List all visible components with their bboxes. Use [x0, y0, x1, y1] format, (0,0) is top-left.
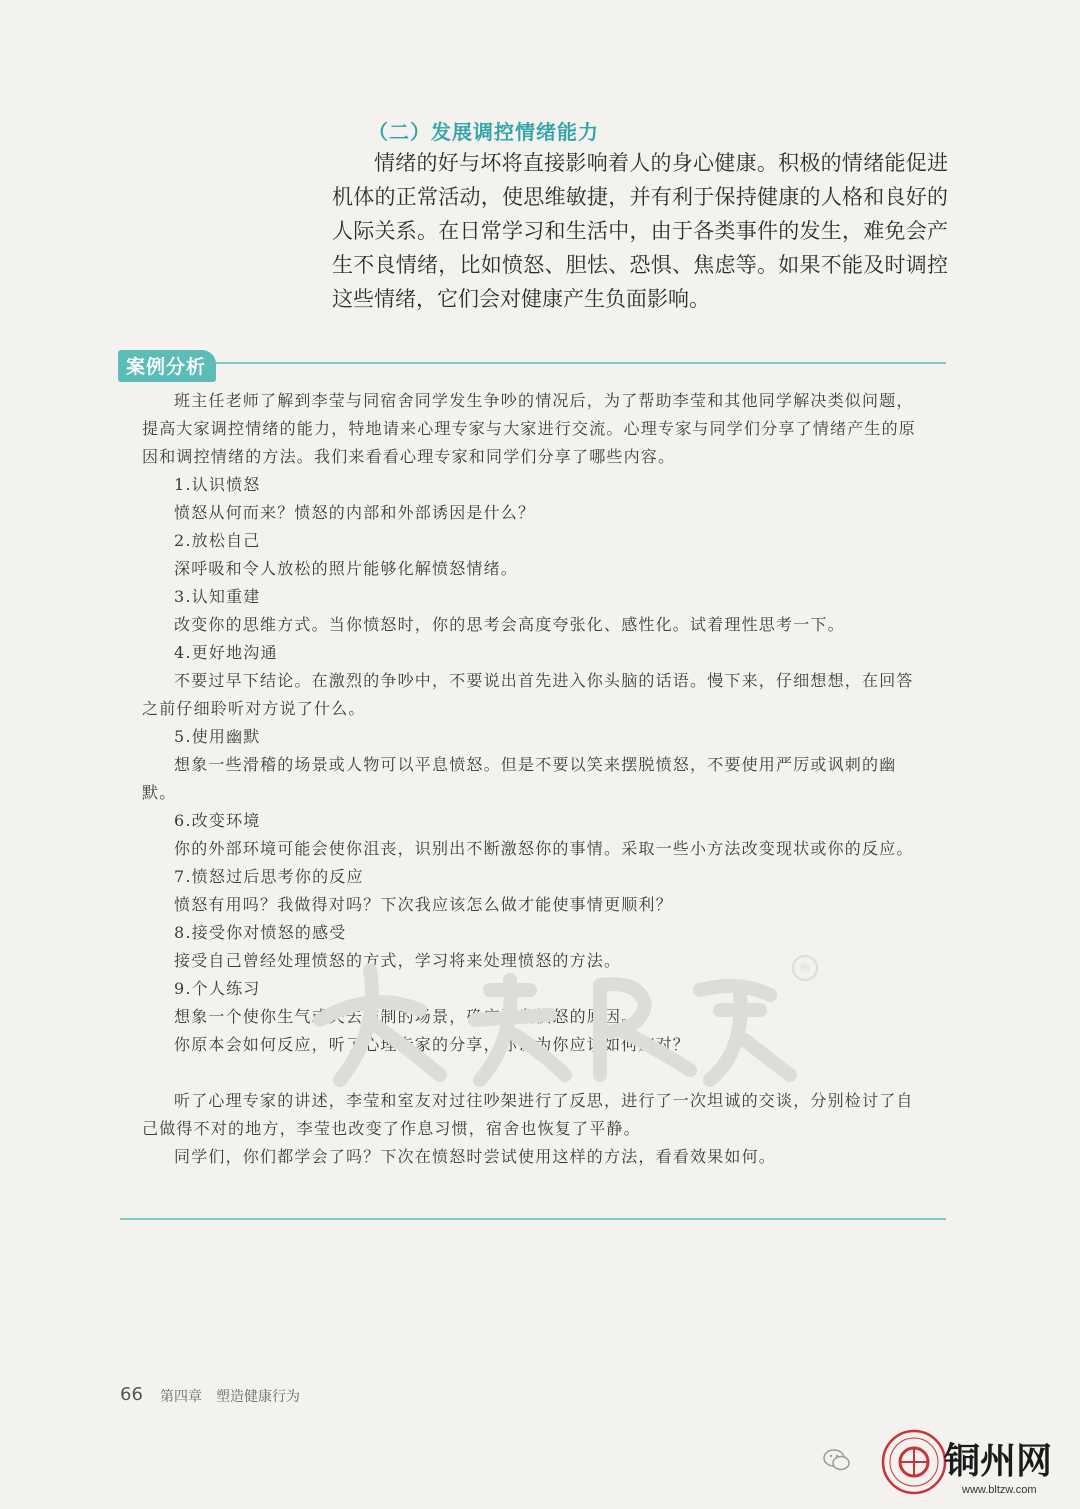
- step-text: 愤怒有用吗？我做得对吗？下次我应该怎么做才能使事情更顺利？: [174, 895, 673, 914]
- case-top-rule: [216, 362, 946, 364]
- intro-paragraph: 情绪的好与坏将直接影响着人的身心健康。积极的情绪能促进机体的正常活动，使思维敏捷，并有利于保持健康的人格和良好的人际关系。在日常学习和生活中，由于各类事件的发生，难免会产生不良情绪，比如愤怒、胆怯、恐惧、焦虑等。如果不能及时调控这些情绪，它们会对健康产生负面影响。: [332, 151, 948, 311]
- page-number: 66: [120, 1384, 143, 1405]
- case-intro: 班主任老师了解到李莹与同宿舍同学发生争吵的情况后，为了帮助李莹和其他同学解决类似问题，提高大家调控情绪的能力，特地请来心理专家与大家进行交流。心理专家与同学们分享了情绪产生的原因和调控情绪的方法。我们来看看心理专家和同学们分享了哪些内容。: [142, 391, 917, 466]
- step-text: 你的外部环境可能会使你沮丧，识别出不断激怒你的事情。采取一些小方法改变现状或你的反应。: [174, 839, 914, 858]
- step-title: 5.使用幽默: [174, 727, 261, 746]
- brand-name: 铜州网: [944, 1440, 1053, 1482]
- step-text: 深呼吸和令人放松的照片能够化解愤怒情绪。: [174, 559, 519, 578]
- chapter-title: 塑造健康行为: [216, 1389, 300, 1405]
- step-text: 改变你的思维方式。当你愤怒时，你的思考会高度夸张化、感性化。试着理性思考一下。: [174, 615, 845, 634]
- step-text: 你原本会如何反应，听了心理专家的分享，你认为你应该如何应对？: [174, 1035, 691, 1054]
- step-title: 6.改变环境: [174, 811, 261, 830]
- step-title: 9.个人练习: [174, 979, 261, 998]
- step-text: 愤怒从何而来？愤怒的内部和外部诱因是什么？: [174, 503, 536, 522]
- case-bottom-rule: [120, 1218, 946, 1220]
- step-title: 8.接受你对愤怒的感受: [174, 923, 347, 942]
- step-text: 想象一个使你生气或失去控制的场景，确定引发愤怒的原因。: [174, 1007, 639, 1026]
- step-text: 想象一些滑稽的场景或人物可以平息愤怒。但是不要以笑来摆脱愤怒，不要使用严厉或讽刺的幽默。: [142, 755, 897, 802]
- step-text: 不要过早下结论。在激烈的争吵中，不要说出首先进入你头脑的话语。慢下来，仔细想想，在回答之前仔细聆听对方说了什么。: [142, 671, 914, 718]
- step-title: 1.认识愤怒: [174, 475, 261, 494]
- seal-stamp-icon: [880, 1428, 948, 1496]
- section-heading: （二）发展调控情绪能力: [368, 120, 599, 144]
- watermark-registered-mark: ®: [798, 961, 812, 977]
- step-title: 3.认知重建: [174, 587, 261, 606]
- case-conclusion: 听了心理专家的讲述，李莹和室友对过往吵架进行了反思，进行了一次坦诚的交谈，分别检讨了自己做得不对的地方，李莹也改变了作息习惯，宿舍也恢复了平静。: [142, 1091, 914, 1138]
- step-title: 7.愤怒过后思考你的反应: [174, 867, 364, 886]
- case-closing: 同学们，你们都学会了吗？下次在愤怒时尝试使用这样的方法，看看效果如何。: [174, 1147, 777, 1166]
- brand-url: www.bltzw.com: [962, 1484, 1037, 1496]
- wechat-icon: [822, 1447, 852, 1473]
- step-title: 4.更好地沟通: [174, 643, 278, 662]
- case-analysis-label: 案例分析: [118, 350, 216, 382]
- chapter-label: 第四章: [160, 1389, 202, 1405]
- step-text: 接受自己曾经处理愤怒的方式，学习将来处理愤怒的方法。: [174, 951, 622, 970]
- case-body: [142, 387, 926, 1171]
- step-title: 2.放松自己: [174, 531, 261, 550]
